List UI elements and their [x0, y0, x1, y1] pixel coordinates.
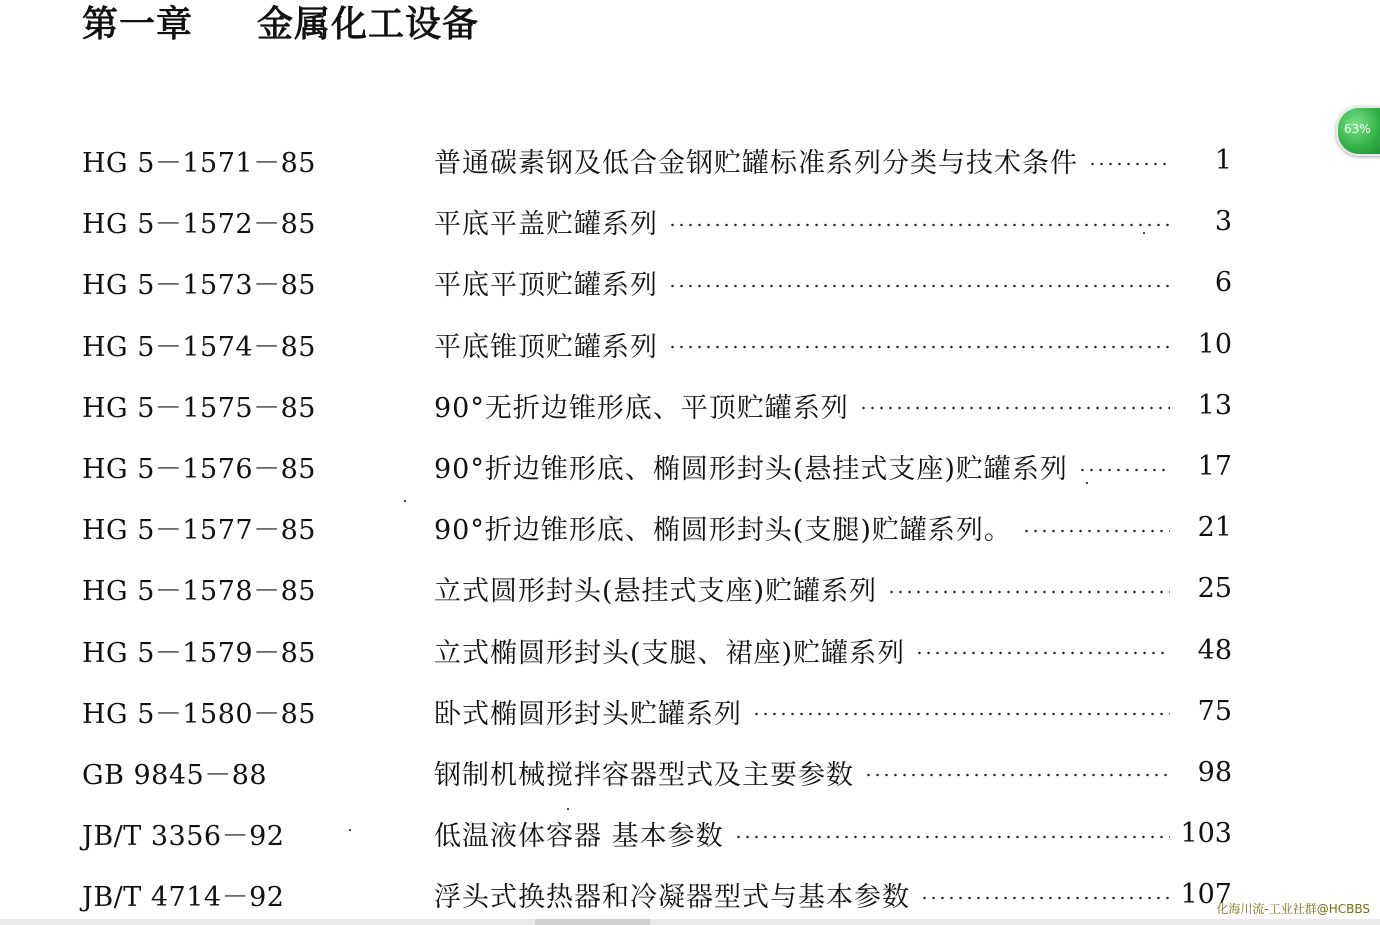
zoom-level: 63%: [1344, 122, 1371, 136]
toc-entry-title: 立式圆形封头(悬挂式支座)贮罐系列: [434, 576, 878, 608]
toc-entry-code: HG 5－1575－85: [82, 392, 316, 424]
toc-entry-page: 1: [1214, 145, 1232, 177]
dot-leader: [1078, 468, 1170, 472]
zoom-indicator[interactable]: [1336, 106, 1380, 156]
toc-entry: [82, 864, 1232, 925]
toc-entry-title: 低温液体容器 基本参数: [434, 821, 724, 853]
toc-entry-code: HG 5－1580－85: [82, 698, 316, 730]
toc-entry: [82, 558, 1232, 619]
dot-leader: [668, 284, 1170, 288]
toc-entry-title: 钢制机械搅拌容器型式及主要参数: [434, 759, 854, 791]
toc-entry-page: 103: [1180, 818, 1232, 850]
toc-entry-page: 48: [1197, 634, 1232, 666]
dot-leader: [668, 345, 1170, 349]
toc-entry-code: HG 5－1579－85: [82, 637, 316, 669]
toc-entry-code: JB/T 3356－92: [82, 821, 285, 853]
dot-leader: [915, 651, 1170, 655]
toc-entry-page: 3: [1214, 206, 1232, 238]
toc-entry-title: 平底平顶贮罐系列: [434, 270, 658, 302]
table-of-contents: [82, 130, 1232, 925]
toc-entry-code: GB 9845－88: [82, 759, 268, 791]
toc-entry: [82, 497, 1232, 558]
toc-entry-title: 立式椭圆形封头(支腿、裙座)贮罐系列: [434, 637, 906, 669]
toc-entry-title: 卧式椭圆形封头贮罐系列: [434, 698, 742, 730]
scan-speck: [1143, 232, 1145, 234]
toc-entry-title: 平底平盖贮罐系列: [434, 209, 658, 241]
toc-entry-title: 90°无折边锥形底、平顶贮罐系列: [434, 392, 849, 424]
toc-entry-page: 17: [1197, 451, 1232, 483]
scan-speck: [1086, 482, 1088, 484]
toc-entry-page: 13: [1197, 389, 1232, 421]
toc-entry-title: 90°折边锥形底、椭圆形封头(悬挂式支座)贮罐系列: [434, 454, 1068, 486]
toc-entry: [82, 314, 1232, 375]
dot-leader: [1022, 529, 1170, 533]
toc-entry-code: HG 5－1571－85: [82, 148, 316, 180]
toc-entry-code: HG 5－1573－85: [82, 270, 316, 302]
dot-leader: [887, 590, 1170, 594]
toc-entry-code: JB/T 4714－92: [82, 882, 285, 914]
chapter-number: 第一章: [82, 4, 194, 45]
toc-entry-page: 107: [1180, 879, 1232, 911]
toc-entry: [82, 803, 1232, 864]
dot-leader: [864, 773, 1170, 777]
dot-leader: [752, 712, 1170, 716]
toc-entry-title: 普通碳素钢及低合金钢贮罐标准系列分类与技术条件: [434, 148, 1078, 180]
horizontal-scrollbar[interactable]: [0, 919, 1380, 925]
toc-entry-page: 6: [1214, 267, 1232, 299]
chapter-heading: [82, 2, 479, 48]
toc-entry-page: 25: [1197, 573, 1232, 605]
scan-speck: [404, 500, 406, 502]
toc-entry-code: HG 5－1572－85: [82, 209, 316, 241]
scrollbar-thumb[interactable]: [535, 919, 650, 925]
watermark: 化海川流-工业社群@HCBBS: [1216, 902, 1370, 916]
dot-leader: [920, 896, 1170, 900]
toc-entry-page: 10: [1197, 328, 1232, 360]
toc-entry: [82, 191, 1232, 252]
toc-entry-code: HG 5－1578－85: [82, 576, 316, 608]
toc-entry-page: 21: [1197, 512, 1232, 544]
scan-speck: [349, 829, 351, 831]
toc-entry: [82, 130, 1232, 191]
toc-entry: [82, 252, 1232, 313]
dot-leader: [668, 223, 1170, 227]
toc-entry-page: 75: [1197, 695, 1232, 727]
toc-entry-title: 浮头式换热器和冷凝器型式与基本参数: [434, 882, 910, 914]
scan-speck: [567, 808, 569, 810]
toc-entry-code: HG 5－1576－85: [82, 454, 316, 486]
dot-leader: [859, 406, 1170, 410]
toc-entry-code: HG 5－1574－85: [82, 331, 316, 363]
toc-entry-title: 平底锥顶贮罐系列: [434, 331, 658, 363]
toc-entry-title: 90°折边锥形底、椭圆形封头(支腿)贮罐系列。: [434, 515, 1012, 547]
dot-leader: [1088, 162, 1170, 166]
toc-entry: [82, 436, 1232, 497]
toc-entry: [82, 681, 1232, 742]
toc-entry-code: HG 5－1577－85: [82, 515, 316, 547]
toc-entry: [82, 375, 1232, 436]
toc-entry-page: 98: [1197, 756, 1232, 788]
toc-entry: [82, 620, 1232, 681]
toc-entry: [82, 742, 1232, 803]
chapter-title: 金属化工设备: [257, 4, 480, 45]
dot-leader: [734, 835, 1170, 839]
